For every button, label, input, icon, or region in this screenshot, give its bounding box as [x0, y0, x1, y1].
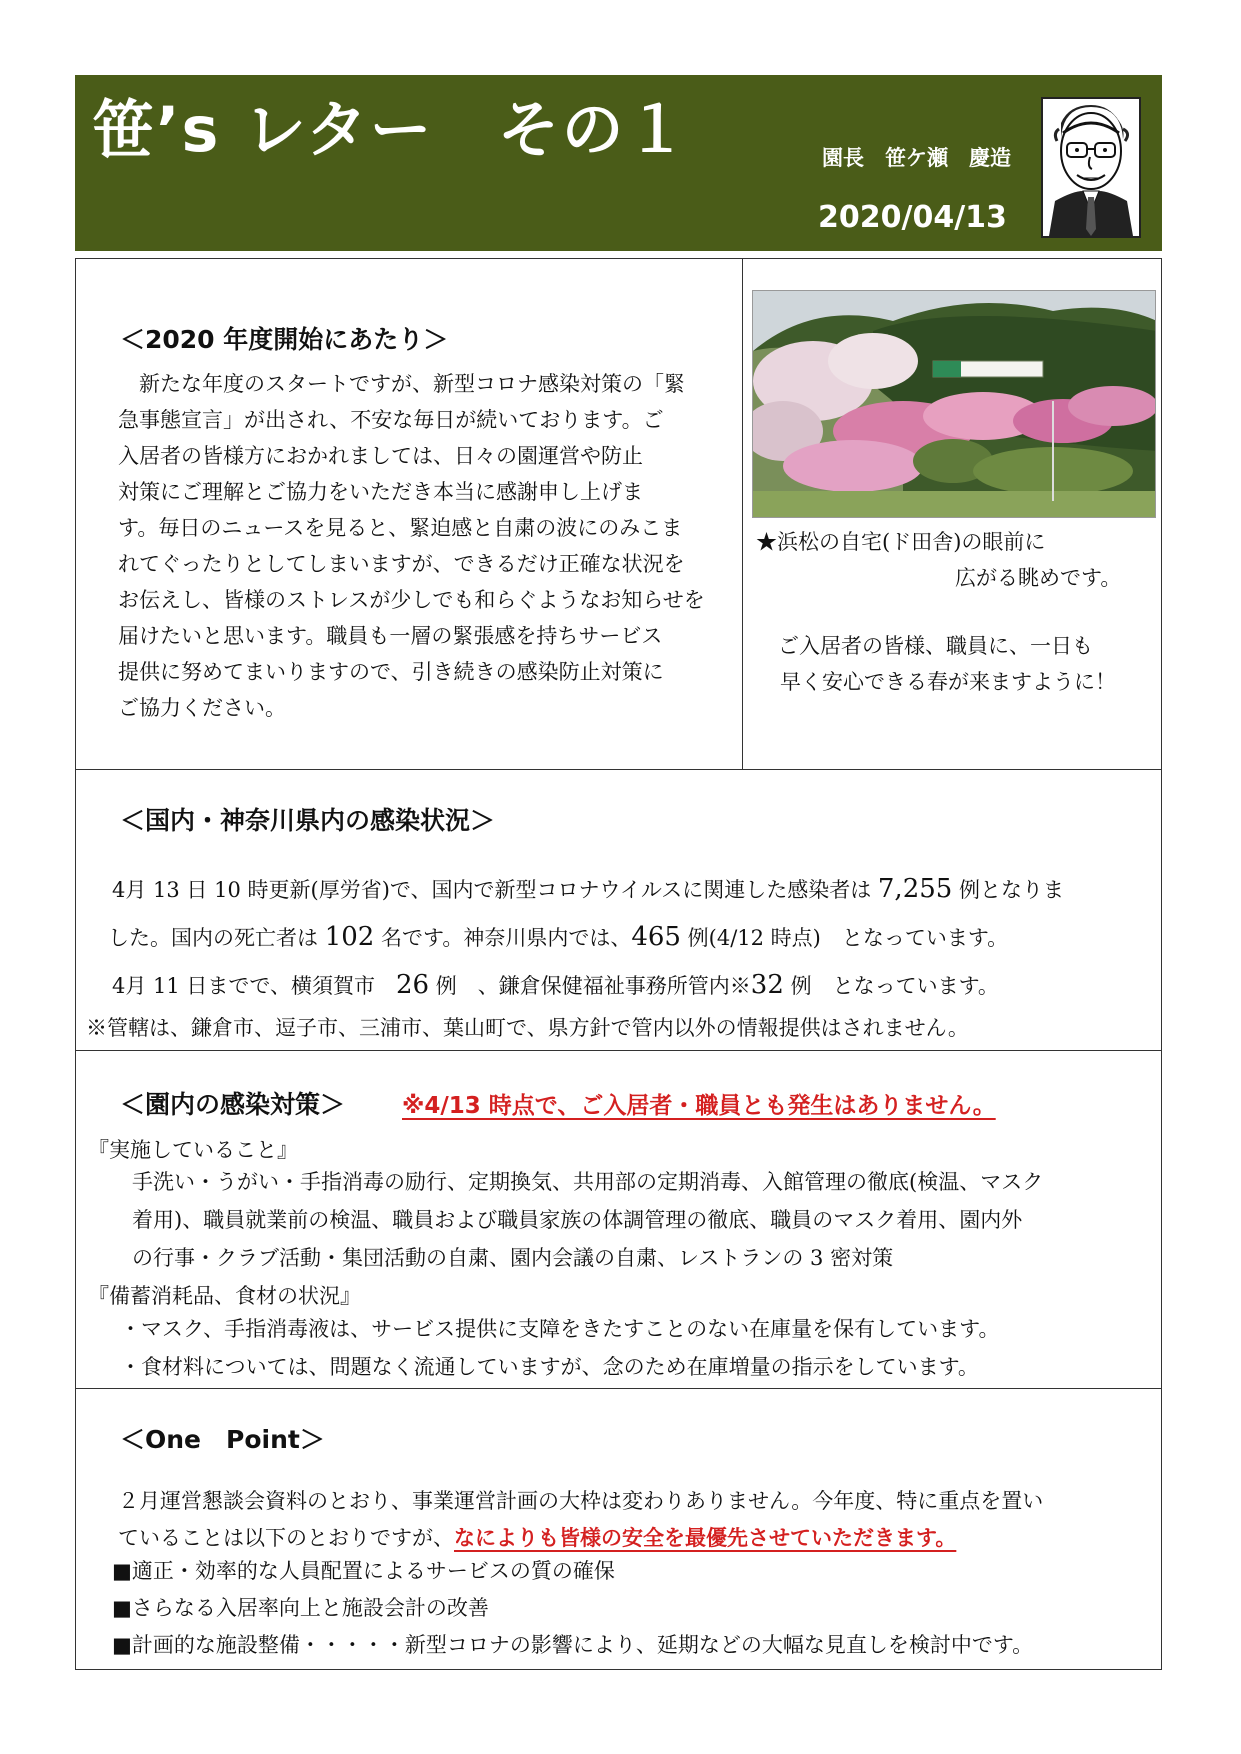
status-text: 例 、鎌倉保健福祉事務所管内※: [429, 974, 751, 998]
spring-message-1: ご入居者の皆様、職員に、一日も: [778, 634, 1093, 658]
kanagawa-cases: 465: [631, 922, 681, 952]
no-infection-alert: ※4/13 時点で、ご入居者・職員とも発生はありません。: [402, 1093, 996, 1119]
safety-priority-emphasis: なによりも皆様の安全を最優先させていただきます。: [454, 1526, 957, 1550]
status-text: 例となりま: [952, 878, 1065, 902]
stock-line: ・マスク、手指消毒液は、サービス提供に支障をきたすことのない在庫量を保有しています。: [120, 1317, 1000, 1341]
issue-date: 2020/04/13: [818, 200, 1007, 235]
body-line: 入居者の皆様方におかれましては、日々の園運営や防止: [118, 444, 643, 468]
status-line-2: [108, 922, 1008, 952]
status-line-1: [112, 874, 1064, 904]
section1-body: [118, 366, 738, 726]
section1-heading: ＜2020 年度開始にあたり＞: [120, 325, 449, 354]
body-line: 急事態宣言」が出され、不安な毎日が続いております。ご: [118, 408, 664, 432]
body-line: れてぐったりとしてしまいますが、できるだけ正確な状況を: [118, 552, 685, 576]
implemented-subheading: 『実施していること』: [88, 1138, 298, 1162]
status-text: 4月 13 日 10 時更新(厚労省)で、国内で新型コロナウイルスに関連した感染者は: [112, 878, 878, 902]
jurisdiction-note: ※管轄は、鎌倉市、逗子市、三浦市、葉山町で、県方針で管内以外の情報提供はされません。: [86, 1016, 969, 1040]
page-title: 笹’s レター その１: [92, 93, 690, 166]
stock-line: ・食材料については、問題なく流通していますが、念のため在庫増量の指示をしています。: [120, 1355, 979, 1379]
kamakura-cases: 32: [750, 970, 784, 1000]
body-line: 新たな年度のスタートですが、新型コロナ感染対策の「緊: [118, 372, 685, 396]
priority-item: ■さらなる入居率向上と施設会計の改善: [112, 1596, 489, 1620]
priority-item: ■計画的な施設整備・・・・・新型コロナの影響により、延期などの大幅な見直しを検討中です。: [112, 1633, 1034, 1657]
stock-status: [120, 1310, 1150, 1386]
section4-heading: ＜One Point＞: [120, 1425, 325, 1454]
principal-portrait: [1041, 97, 1141, 238]
photo-caption-1: ★浜松の自宅(ド田舎)の眼前に: [756, 530, 1046, 554]
body-line: 対策にご理解とご協力をいただき本当に感謝申し上げま: [118, 480, 643, 504]
implemented-measures: [132, 1163, 1152, 1277]
principal-name: 園長 笹ケ瀬 慶造: [822, 146, 1011, 170]
section3-heading: ＜園内の感染対策＞: [120, 1090, 346, 1119]
stock-subheading: 『備蓄消耗品、食材の状況』: [88, 1284, 361, 1308]
body-line: ご協力ください。: [118, 696, 286, 720]
one-point-text: ていることは以下のとおりですが、: [118, 1526, 454, 1550]
spring-message-2: 早く安心できる春が来ますように！: [780, 670, 1116, 694]
one-point-line-2: [118, 1522, 956, 1552]
body-line: す。毎日のニュースを見ると、緊迫感と自粛の波にのみこま: [118, 516, 683, 540]
body-line: 届けたいと思います。職員も一層の緊張感を持ちサービス: [118, 624, 663, 648]
one-point-line-1: ２月運営懇談会資料のとおり、事業運営計画の大枠は変わりありません。今年度、特に重点を置い: [118, 1489, 1044, 1513]
status-text: 4月 11 日までで、横須賀市: [112, 974, 397, 998]
body-line: お伝えし、皆様のストレスが少しでも和らぐようなお知らせを: [118, 588, 705, 612]
priority-list: [112, 1553, 1157, 1664]
status-text: した。国内の死亡者は: [108, 926, 325, 950]
body-line: 提供に努めてまいりますので、引き続きの感染防止対策に: [118, 660, 664, 684]
status-text: 例 となっています。: [783, 974, 999, 998]
yokosuka-cases: 26: [396, 970, 430, 1000]
status-text: 名です。神奈川県内では、: [374, 926, 632, 950]
portrait-illustration: [1043, 99, 1139, 236]
section2-heading: ＜国内・神奈川県内の感染状況＞: [120, 806, 496, 835]
status-text: 例(4/12 時点) となっています。: [680, 926, 1009, 950]
national-cases: 7,255: [877, 874, 953, 904]
landscape-image: [753, 291, 1156, 518]
measure-line: の行事・クラブ活動・集団活動の自粛、園内会議の自粛、レストランの 3 密対策: [132, 1246, 894, 1270]
cherry-blossom-photo: [752, 290, 1156, 518]
photo-caption-2: 広がる眺めです。: [955, 566, 1122, 590]
status-line-3: [112, 970, 999, 1000]
priority-item: ■適正・効率的な人員配置によるサービスの質の確保: [112, 1559, 615, 1583]
measure-line: 手洗い・うがい・手指消毒の励行、定期換気、共用部の定期消毒、入館管理の徹底(検温、マスク: [132, 1170, 1044, 1194]
measure-line: 着用)、職員就業前の検温、職員および職員家族の体調管理の徹底、職員のマスク着用、園内外: [132, 1208, 1023, 1232]
national-deaths: 102: [324, 922, 375, 952]
